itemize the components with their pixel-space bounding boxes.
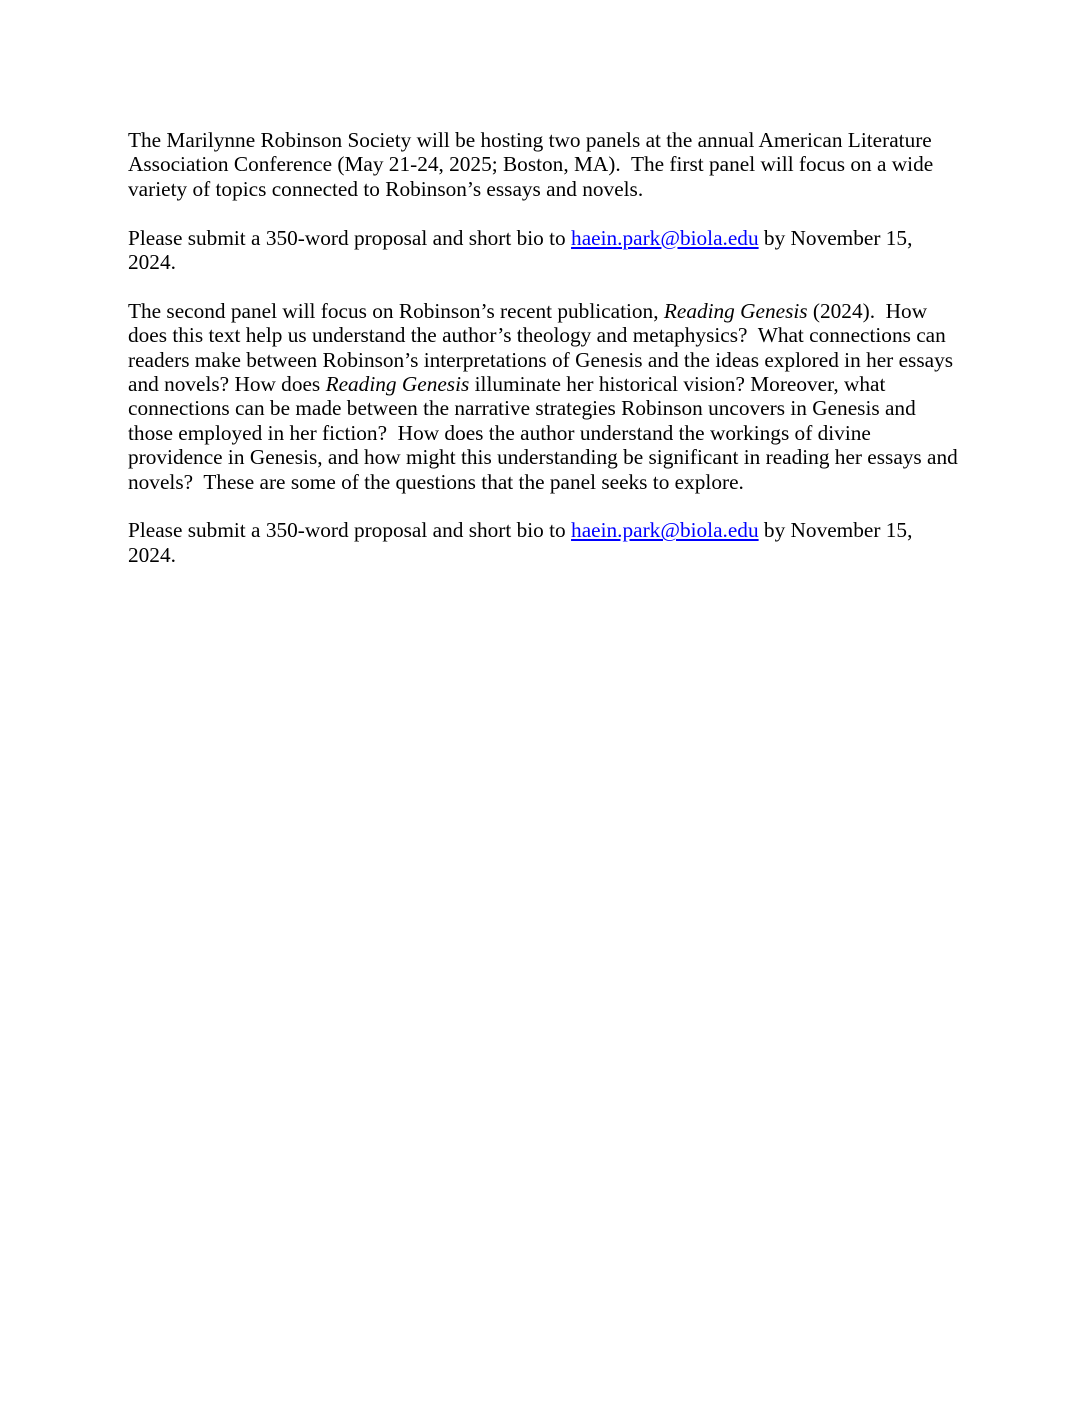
text-run: by November 15, 2024. — [128, 225, 918, 275]
text-run: Please submit a 350-word proposal and short bio to — [128, 518, 572, 543]
text-run: by November 15, 2024. — [128, 518, 918, 567]
paragraph — [128, 226, 960, 275]
text-run: The second panel will focus on Robinson’s recent publication, — [128, 298, 664, 323]
paragraph — [128, 128, 960, 201]
email-link[interactable]: haein.park@biola.edu — [571, 225, 759, 250]
paragraph — [128, 298, 964, 494]
text-run: Please submit a 350-word proposal and short bio to — [128, 225, 572, 250]
text-run: The Marilynne Robinson Society will be hosting two panels at the annual American Literature Association Conference (May 21-24, 2025; Boston, MA). The first panel will focus on a wide variety of topics connected to Robinson’s essays and novels. — [128, 128, 939, 201]
italic-text: Reading Genesis — [325, 372, 470, 397]
text-run: illuminate her historical vision? Moreover, what connections can be made between the narrative strategies Robinson uncovers in Genesis and those employed in her fiction? How does the author understand the workings of divine providence in Genesis, and how might this understanding be significant in reading her essays and novels? These are some of the questions that the panel seeks to explore. — [128, 372, 964, 494]
email-link[interactable]: haein.park@biola.edu — [571, 518, 759, 543]
text-run: (2024). How does this text help us understand the author’s theology and metaphysics? What connections can readers make between Robinson’s interpretations of Genesis and the ideas explored in her essays and novels? How does — [128, 298, 959, 397]
paragraph — [128, 518, 960, 567]
italic-text: Reading Genesis — [663, 298, 808, 323]
document-body — [128, 128, 964, 567]
